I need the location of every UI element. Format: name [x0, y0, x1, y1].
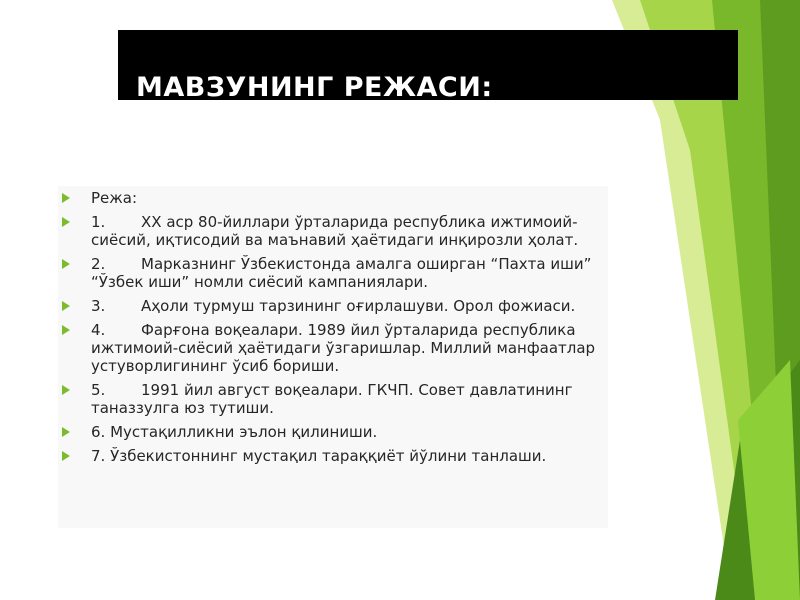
list-item [60, 297, 610, 315]
triangle-bullet-icon [62, 385, 70, 395]
item-text: Фарғона воқеалари. 1989 йил ўрталарида республика ижтимоий-сиёсий ҳаётидаги ўзгаришлар. Миллий манфаатлар устуворлигининг ўсиб бориши. [91, 321, 596, 375]
list-item [60, 423, 610, 441]
bullet-list [60, 189, 610, 471]
item-number: 3. [91, 297, 106, 315]
item-number: 5. [91, 381, 106, 399]
triangle-bullet-icon [62, 259, 70, 269]
item-text: 7. Ўзбекистоннинг мустақил тараққиёт йўлини танлаши. [91, 447, 547, 465]
list-item [60, 213, 610, 249]
triangle-bullet-icon [62, 325, 70, 335]
triangle-bullet-icon [62, 301, 70, 311]
list-item [60, 255, 610, 291]
item-number: 2. [91, 255, 106, 273]
triangle-bullet-icon [62, 217, 70, 227]
item-text: XX аср 80-йиллари ўрталарида республика ижтимоий-сиёсий, иқтисодий ва маънавий ҳаётидаги инқирозли ҳолат. [91, 213, 579, 249]
item-text: Режа: [91, 189, 138, 207]
title-bar [118, 30, 738, 100]
item-number: 4. [91, 321, 106, 339]
item-number: 1. [91, 213, 106, 231]
list-item [60, 321, 610, 375]
item-text: 1991 йил август воқеалари. ГКЧП. Совет давлатининг таназзулга юз тутиши. [91, 381, 573, 417]
item-text: 6. Мустақилликни эълон қилиниши. [91, 423, 378, 441]
item-text: Аҳоли турмуш тарзининг оғирлашуви. Орол фожиаси. [141, 297, 576, 315]
list-item [60, 447, 610, 465]
triangle-bullet-icon [62, 427, 70, 437]
triangle-bullet-icon [62, 193, 70, 203]
triangle-bullet-icon [62, 451, 70, 461]
slide-title: МАВЗУНИНГ РЕЖАСИ: [136, 72, 493, 100]
list-item [60, 189, 610, 207]
item-text: Марказнинг Ўзбекистонда амалга оширган “Пахта иши” “Ўзбек иши” номли сиёсий кампаниялари. [91, 255, 592, 291]
list-item [60, 381, 610, 417]
